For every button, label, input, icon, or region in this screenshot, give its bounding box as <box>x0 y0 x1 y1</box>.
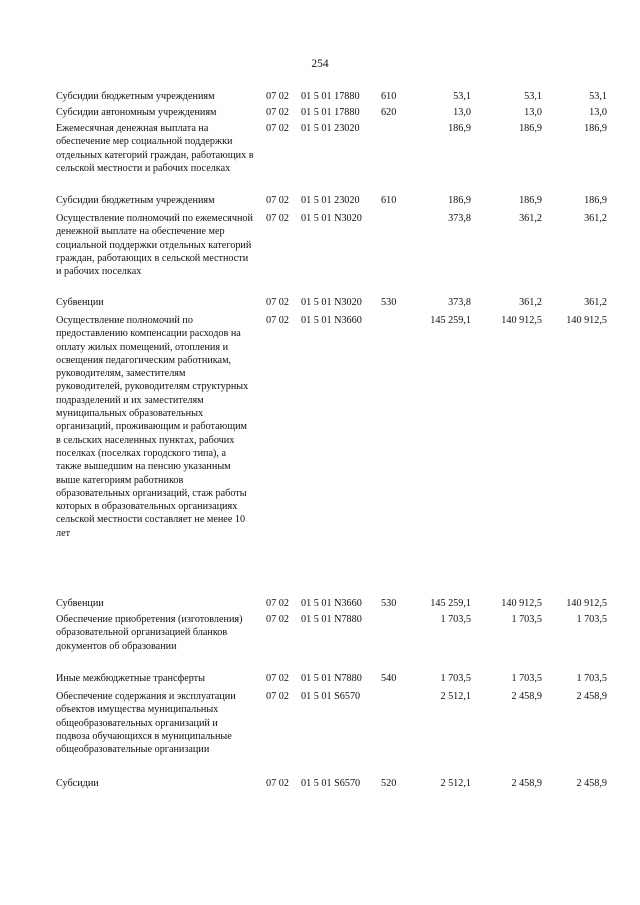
row-target-article: 01 5 01 S6570 <box>301 691 361 702</box>
row-value-3: 53,1 <box>589 91 607 102</box>
row-expense-type: 520 <box>381 778 397 789</box>
row-value-3: 2 458,9 <box>576 778 607 789</box>
row-section-code: 07 02 <box>266 614 289 625</box>
row-target-article: 01 5 01 17880 <box>301 107 360 118</box>
table-row <box>0 777 640 793</box>
row-name: Субсидии <box>56 778 99 789</box>
row-name: Обеспечение содержания и эксплуатации объектов имущества муниципальных общеобразовательных организаций и подвоза обучающихся в муниципальные общеобразовательные организации <box>56 691 236 756</box>
row-name: Иные межбюджетные трансферты <box>56 673 205 684</box>
row-value-2: 1 703,5 <box>511 614 542 625</box>
row-value-3: 186,9 <box>584 123 607 134</box>
row-target-article: 01 5 01 23020 <box>301 123 360 134</box>
row-section-code: 07 02 <box>266 778 289 789</box>
row-target-article: 01 5 01 N3660 <box>301 598 362 609</box>
table-row <box>0 597 640 613</box>
budget-table <box>0 90 640 793</box>
row-target-article: 01 5 01 N7880 <box>301 673 362 684</box>
row-value-1: 13,0 <box>453 107 471 118</box>
row-target-article: 01 5 01 N3020 <box>301 297 362 308</box>
row-value-3: 361,2 <box>584 297 607 308</box>
row-target-article: 01 5 01 N3660 <box>301 315 362 326</box>
row-target-article: 01 5 01 N7880 <box>301 614 362 625</box>
row-expense-type: 610 <box>381 195 397 206</box>
row-value-3: 13,0 <box>589 107 607 118</box>
row-name: Обеспечение приобретения (изготовления) образовательной организацией бланков документов об образовании <box>56 614 243 652</box>
row-section-code: 07 02 <box>266 315 289 326</box>
row-name: Субвенции <box>56 297 104 308</box>
row-value-2: 361,2 <box>519 213 542 224</box>
row-value-1: 2 512,1 <box>440 778 471 789</box>
row-name: Субвенции <box>56 598 104 609</box>
row-value-2: 2 458,9 <box>511 778 542 789</box>
row-value-3: 361,2 <box>584 213 607 224</box>
row-expense-type: 620 <box>381 107 397 118</box>
row-section-code: 07 02 <box>266 598 289 609</box>
row-section-code: 07 02 <box>266 673 289 684</box>
row-value-1: 2 512,1 <box>440 691 471 702</box>
row-value-2: 53,1 <box>524 91 542 102</box>
row-section-code: 07 02 <box>266 91 289 102</box>
row-name: Ежемесячная денежная выплата на обеспечение мер социальной поддержки отдельных категорий граждан, работающих в сельской местности и рабочих поселках <box>56 123 254 174</box>
row-value-1: 145 259,1 <box>430 598 471 609</box>
row-value-1: 186,9 <box>448 123 471 134</box>
table-row <box>0 106 640 122</box>
row-value-2: 140 912,5 <box>501 315 542 326</box>
row-section-code: 07 02 <box>266 195 289 206</box>
row-target-article: 01 5 01 23020 <box>301 195 360 206</box>
row-value-3: 186,9 <box>584 195 607 206</box>
row-value-3: 1 703,5 <box>576 614 607 625</box>
row-value-2: 1 703,5 <box>511 673 542 684</box>
table-row <box>0 690 640 777</box>
row-value-2: 140 912,5 <box>501 598 542 609</box>
table-row <box>0 194 640 212</box>
row-target-article: 01 5 01 N3020 <box>301 213 362 224</box>
row-expense-type: 530 <box>381 598 397 609</box>
row-target-article: 01 5 01 S6570 <box>301 778 361 789</box>
row-value-3: 140 912,5 <box>566 598 607 609</box>
page-number: 254 <box>311 58 329 70</box>
row-value-1: 145 259,1 <box>430 315 471 326</box>
row-value-1: 186,9 <box>448 195 471 206</box>
table-row <box>0 212 640 296</box>
row-name: Осуществление полномочий по предоставлению компенсации расходов на оплату жилых помещений, отопления и освещения педагогическим работникам, руководителям, заместителям руководителей, руководителям структурных подразделений и их заместителям муниципальных образовательных организаций, проживающим и работающим в сельских населенных пунктах, рабочих поселках (поселках городского типа), а также вышедшим на пенсию указанным выше категориям работников образовательных организаций, стаж работы которых в образовательных организациях сельской местности составляет не менее 10 лет <box>56 315 249 539</box>
table-row <box>0 122 640 194</box>
row-name: Осуществление полномочий по ежемесячной денежной выплате на обеспечение мер социальной поддержки отдельных категорий граждан, работающих в сельской местности и рабочих поселках <box>56 213 253 278</box>
row-section-code: 07 02 <box>266 123 289 134</box>
row-expense-type: 540 <box>381 673 397 684</box>
row-expense-type: 530 <box>381 297 397 308</box>
table-row <box>0 296 640 314</box>
row-value-2: 13,0 <box>524 107 542 118</box>
row-section-code: 07 02 <box>266 107 289 118</box>
row-value-2: 361,2 <box>519 297 542 308</box>
row-value-3: 1 703,5 <box>576 673 607 684</box>
row-section-code: 07 02 <box>266 213 289 224</box>
row-value-1: 373,8 <box>448 213 471 224</box>
row-name: Субсидии автономным учреждениям <box>56 107 217 118</box>
row-target-article: 01 5 01 17880 <box>301 91 360 102</box>
row-expense-type: 610 <box>381 91 397 102</box>
row-value-1: 1 703,5 <box>440 673 471 684</box>
row-value-1: 1 703,5 <box>440 614 471 625</box>
row-value-3: 140 912,5 <box>566 315 607 326</box>
table-row <box>0 314 640 597</box>
row-value-3: 2 458,9 <box>576 691 607 702</box>
row-section-code: 07 02 <box>266 297 289 308</box>
row-section-code: 07 02 <box>266 691 289 702</box>
row-value-1: 373,8 <box>448 297 471 308</box>
row-name: Субсидии бюджетным учреждениям <box>56 195 215 206</box>
row-value-2: 2 458,9 <box>511 691 542 702</box>
row-value-2: 186,9 <box>519 123 542 134</box>
table-row <box>0 90 640 106</box>
table-row <box>0 613 640 672</box>
row-value-1: 53,1 <box>453 91 471 102</box>
row-name: Субсидии бюджетным учреждениям <box>56 91 215 102</box>
row-value-2: 186,9 <box>519 195 542 206</box>
table-row <box>0 672 640 690</box>
